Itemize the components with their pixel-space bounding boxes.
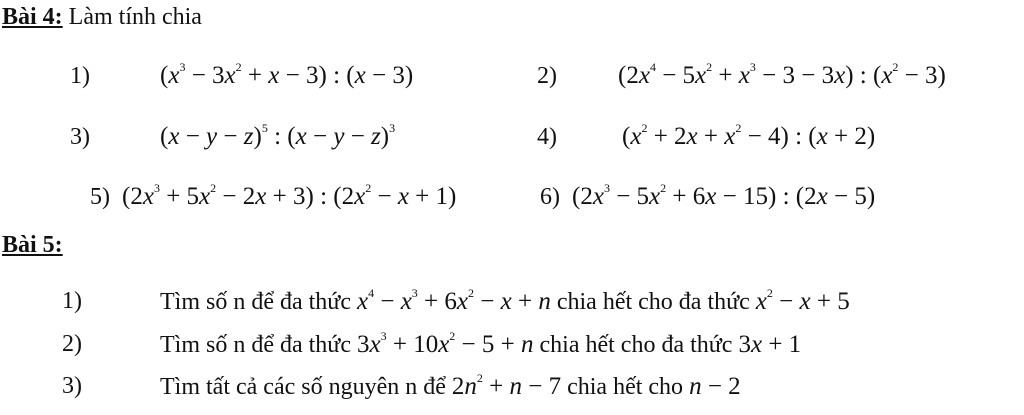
bai4-item-3-expr: $(x - y - z)^5$ : $(x - y - z)^3$ <box>160 121 396 150</box>
bai5-item-3-text-b: chia hết cho <box>567 374 684 400</box>
bai4-item-5-num: 5) <box>90 184 110 210</box>
bai4-item-1-expr: $(x^3 - 3x^2 + x - 3)$ : (x − 3) <box>160 60 414 89</box>
bai4-heading <box>2 4 202 31</box>
bai4-item-2-expr: $(2x^4 - 5x^2 + x^3 - 3 - 3x)$ : $(x^2 - 3)$ <box>618 60 946 89</box>
bai5-item-1-divisor: $x^2 - x + 5$ <box>755 286 850 315</box>
bai4-item-6-num: 6) <box>540 184 560 210</box>
bai4-item-4-num: 4) <box>537 124 557 150</box>
bai4-item-3-num: 3) <box>70 124 90 150</box>
bai4-item-2-num: 2) <box>537 63 557 89</box>
bai4-item-5-expr: $(2x^3 + 5x^2 - 2x + 3)$ : $(2x^2 - x + 1)$ <box>122 181 457 210</box>
bai5-item-1-sentence <box>160 288 850 316</box>
bai5-item-1-text-a: Tìm số n để đa thức <box>160 289 351 315</box>
bai5-item-1-poly: $x^4 - x^3 + 6x^2 - x + n$ <box>356 286 551 315</box>
bai4-item-1-num: 1) <box>70 63 90 89</box>
bai5-item-2-text-a: Tìm số n để đa thức <box>160 332 351 358</box>
bai5-item-2-poly: $3x^3 + 10x^2 - 5 + n$ <box>356 329 534 358</box>
bai4-label: Bài 4: <box>2 4 63 30</box>
bai5-item-3-poly: $2n^2 + n - 7$ <box>451 371 562 400</box>
bai5-item-2-num: 2) <box>62 331 82 357</box>
bai5-item-3-text-a: Tìm tất cả các số nguyên n để <box>160 374 446 400</box>
bai5-item-2-sentence <box>160 331 801 359</box>
bai5-label: Bài 5: <box>2 232 63 258</box>
bai5-item-3-sentence <box>160 373 741 401</box>
bai5-heading <box>2 232 63 259</box>
bai5-item-3-num: 3) <box>62 373 82 399</box>
bai5-item-2-text-b: chia hết cho đa thức <box>539 332 733 358</box>
bai4-item-4-expr: $(x^2 + 2x + x^2 - 4)$ : (x + 2) <box>622 121 876 150</box>
bai5-item-1-num: 1) <box>62 288 82 314</box>
bai4-item-6-expr: $(2x^3 - 5x^2 + 6x - 15)$ : (2x − 5) <box>572 181 876 210</box>
bai5-item-1-text-b: chia hết cho đa thức <box>556 289 750 315</box>
bai5-item-2-divisor: 3x + 1 <box>738 331 802 358</box>
bai4-title: Làm tính chia <box>62 4 202 30</box>
bai5-item-3-divisor: n − 2 <box>689 373 741 400</box>
